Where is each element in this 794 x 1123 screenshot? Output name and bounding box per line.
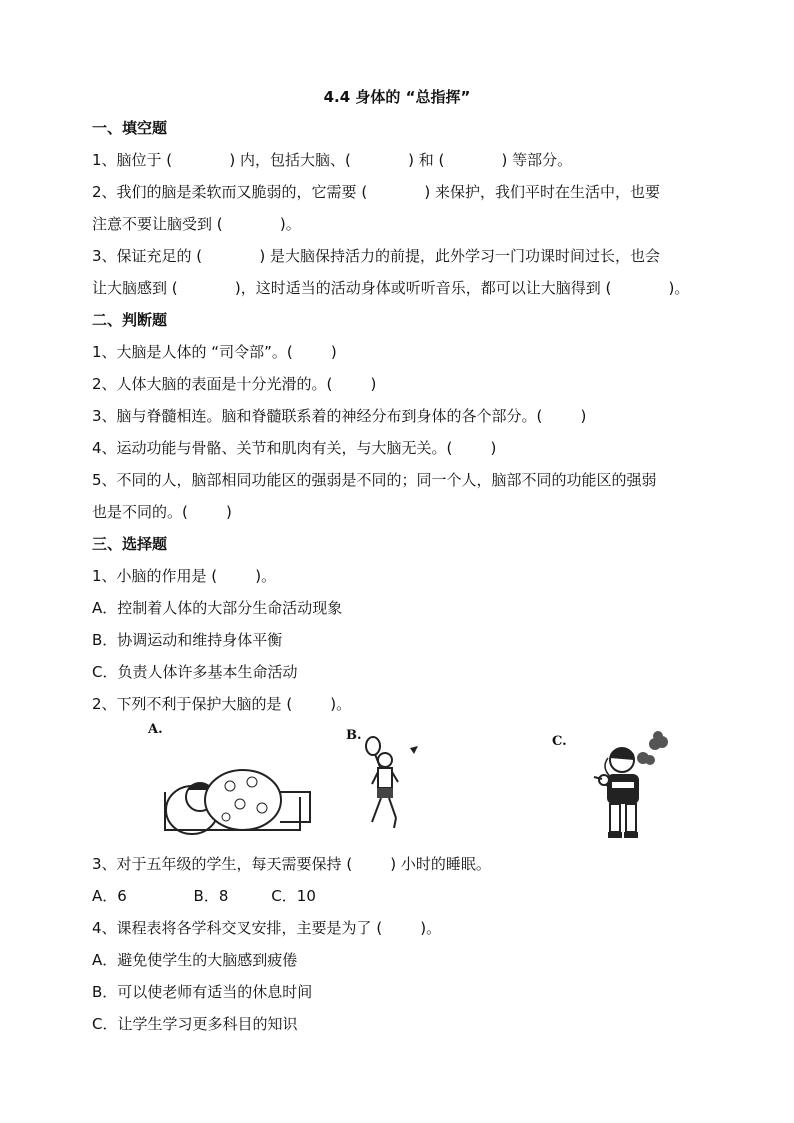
option-line: A．控制着人体的大部分生命活动现象	[92, 599, 343, 617]
question-line: 4、课程表将各学科交叉安排，主要是为了 ( )。	[92, 919, 442, 937]
question-line: 注意不要让脑受到 ( )。	[92, 215, 301, 233]
option-line: A．6 B．8 C．10	[92, 887, 316, 905]
question-line: 5、不同的人，脑部相同功能区的强弱是不同的；同一个人，脑部不同的功能区的强弱	[92, 471, 657, 489]
question-line: 1、大脑是人体的 “司令部”。( )	[92, 343, 337, 361]
figure-b	[340, 722, 460, 847]
question-line: 2、下列不利于保护大脑的是 ( )。	[92, 695, 352, 713]
option-line: B．可以使老师有适当的休息时间	[92, 983, 313, 1001]
figure-c	[550, 722, 700, 847]
question-line: 2、人体大脑的表面是十分光滑的。( )	[92, 375, 377, 393]
option-line: C．负责人体许多基本生命活动	[92, 663, 298, 681]
question-line: 3、脑与脊髓相连。脑和脊髓联系着的神经分布到身体的各个部分。( )	[92, 407, 587, 425]
smoking-man-icon	[550, 722, 700, 847]
section-heading-fill: 一、填空题	[92, 119, 168, 137]
option-line: B．协调运动和维持身体平衡	[92, 631, 283, 649]
question-line: 3、对于五年级的学生，每天需要保持 ( ) 小时的睡眠。	[92, 855, 491, 873]
page-title: 4.4 身体的 “总指挥”	[323, 88, 471, 106]
option-line: A．避免使学生的大脑感到疲倦	[92, 951, 298, 969]
question-line: 2、我们的脑是柔软而又脆弱的，它需要 ( ) 来保护，我们平时在生活中，也要	[92, 183, 661, 201]
question-line: 3、保证充足的 ( ) 是大脑保持活力的前提，此外学习一门功课时间过长，也会	[92, 247, 661, 265]
sleeping-child-icon	[140, 722, 320, 847]
figure-c-label: C.	[552, 734, 567, 749]
figure-a	[140, 722, 320, 847]
section-heading-judge: 二、判断题	[92, 311, 168, 329]
question-line: 4、运动功能与骨骼、关节和肌肉有关，与大脑无关。( )	[92, 439, 497, 457]
figure-row	[140, 722, 700, 847]
figure-b-label: B.	[346, 728, 362, 743]
question-line: 1、小脑的作用是 ( )。	[92, 567, 277, 585]
figure-a-label: A.	[148, 722, 163, 737]
section-heading-choice: 三、选择题	[92, 535, 168, 553]
option-line: C．让学生学习更多科目的知识	[92, 1015, 298, 1033]
question-line: 也是不同的。( )	[92, 503, 232, 521]
question-line: 1、脑位于 ( ) 内，包括大脑、( ) 和 ( ) 等部分。	[92, 151, 573, 169]
question-line: 让大脑感到 ( )，这时适当的活动身体或听听音乐，都可以让大脑得到 ( )。	[92, 279, 690, 297]
